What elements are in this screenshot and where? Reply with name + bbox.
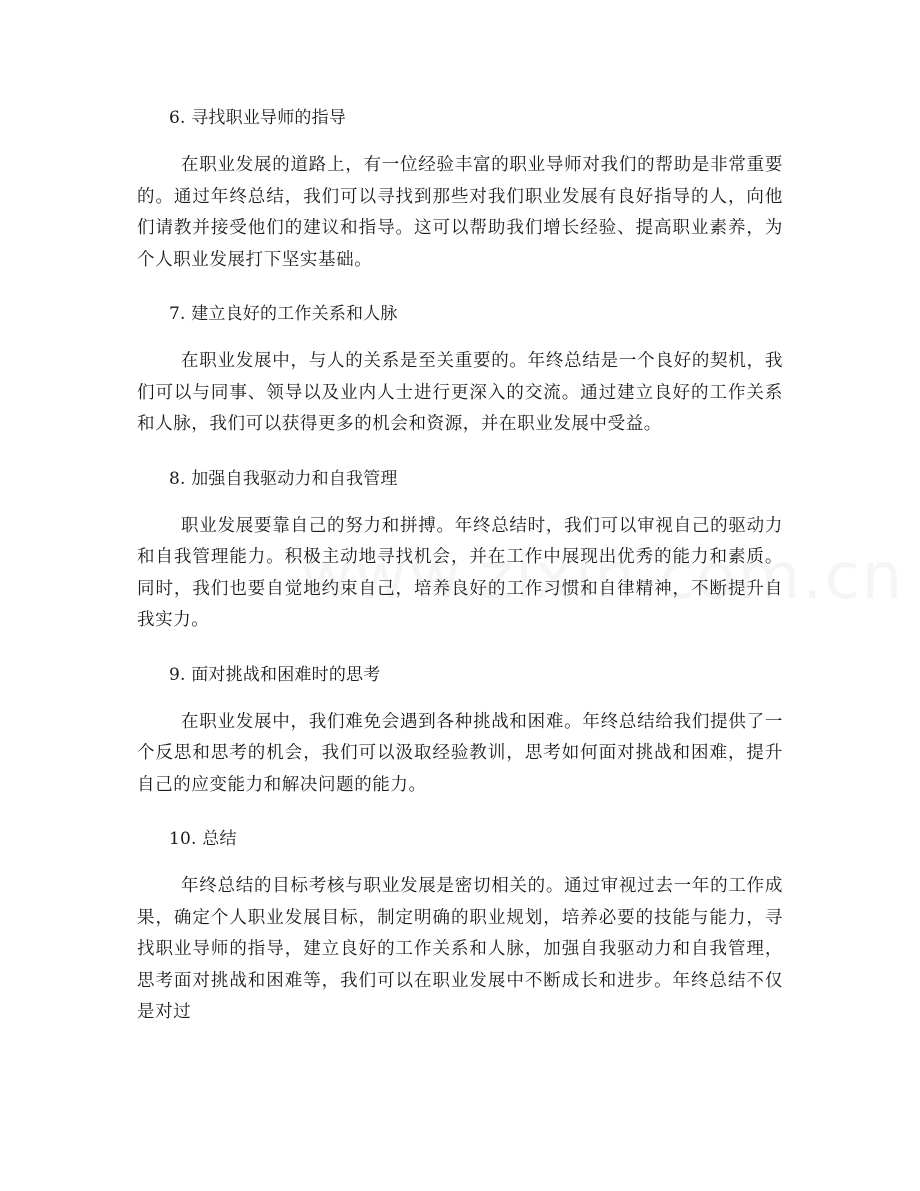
- section-7: [137, 296, 783, 441]
- document-page: [137, 100, 783, 1049]
- section-heading: 7. 建立良好的工作关系和人脉: [169, 304, 398, 324]
- section-heading: 9. 面对挑战和困难时的思考: [169, 664, 381, 685]
- section-paragraph: 年终总结的目标考核与职业发展是密切相关的。通过审视过去一年的工作成果，确定个人职业发展目标，制定明确的职业规划，培养必要的技能与能力，寻找职业导师的指导，建立良好的工作关系和人脉，加强自我驱动力和自我管理，思考面对挑战和困难等，我们可以在职业发展中不断成长和进步。年终总结不仅是对过: [137, 876, 783, 1022]
- section-heading: 10. 总结: [169, 829, 237, 849]
- section-paragraph: 在职业发展中，我们难免会遇到各种挑战和困难。年终总结给我们提供了一个反思和思考的机会，我们可以汲取经验教训，思考如何面对挑战和困难，提升自己的应变能力和解决问题的能力。: [137, 711, 783, 795]
- section-paragraph: 职业发展要靠自己的努力和拼搏。年终总结时，我们可以审视自己的驱动力和自我管理能力。积极主动地寻找机会，并在工作中展现出优秀的能力和素质。同时，我们也要自觉地约束自己，培养良好的工作习惯和自律精神，不断提升自我实力。: [137, 515, 783, 630]
- section-10: [137, 821, 783, 1029]
- section-heading: 6. 寻找职业导师的指导: [169, 108, 347, 128]
- section-6: [137, 100, 783, 276]
- section-heading: 8. 加强自我驱动力和自我管理: [169, 468, 398, 489]
- section-8: [137, 461, 783, 637]
- section-9: [137, 657, 783, 802]
- section-paragraph: 在职业发展中，与人的关系是至关重要的。年终总结是一个良好的契机，我们可以与同事、领导以及业内人士进行更深入的交流。通过建立良好的工作关系和人脉，我们可以获得更多的机会和资源，并在职业发展中受益。: [137, 351, 783, 434]
- section-paragraph: 在职业发展的道路上，有一位经验丰富的职业导师对我们的帮助是非常重要的。通过年终总结，我们可以寻找到那些对我们职业发展有良好指导的人，向他们请教并接受他们的建议和指导。这可以帮助我们增长经验、提高职业素养，为个人职业发展打下坚实基础。: [137, 155, 783, 270]
